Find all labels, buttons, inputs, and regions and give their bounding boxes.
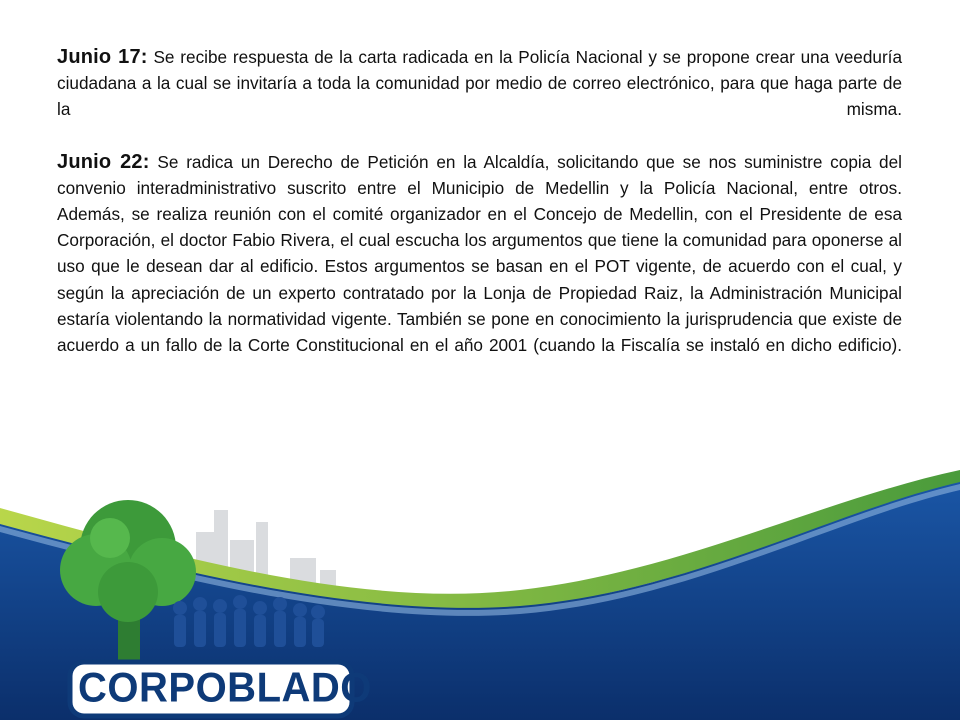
heading-junio-17: Junio 17: <box>57 46 148 68</box>
paragraph-junio-17 <box>57 44 902 123</box>
slide-text-body <box>57 44 902 358</box>
paragraph-junio-22 <box>57 149 902 201</box>
heading-junio-22: Junio 22: <box>57 150 150 173</box>
text-junio-22: Se radica un Derecho de Petición en la Alcaldía, solicitando que se nos suministre copia del convenio interadministrativo suscrito entre el Municipio de Medellin y la Policía Nacional, entre otros. <box>57 151 902 198</box>
paragraph-reunion-concejo <box>57 201 902 358</box>
text-reunion-concejo: Además, se realiza reunión con el comité organizador en el Concejo de Medellin, con el Presidente de esa Corporación, el doctor Fabio Rivera, el cual escucha los argumentos que tiene la comunidad para oponerse al uso que le desean dar al edificio. Estos argumentos se basan en el POT vigente, de acuerdo con el cual, y según la apreciación de un experto contratado por la Lonja de Propiedad Raiz, la Administración Municipal estaría violentando la normatividad vigente. También se pone en conocimiento la jurisprudencia que existe de acuerdo a un fallo de la Corte Constitucional en el año 2001 (cuando la Fiscalía se instaló en dicho edificio). <box>57 204 902 356</box>
logo-wordmark: CORPOBLADO <box>78 664 372 712</box>
text-junio-17: Se recibe respuesta de la carta radicada en la Policía Nacional y se propone crear una veeduría ciudadana a la cual se invitaría a toda la comunidad por medio de correo electrónico, para que haga parte de la misma. <box>57 47 903 120</box>
